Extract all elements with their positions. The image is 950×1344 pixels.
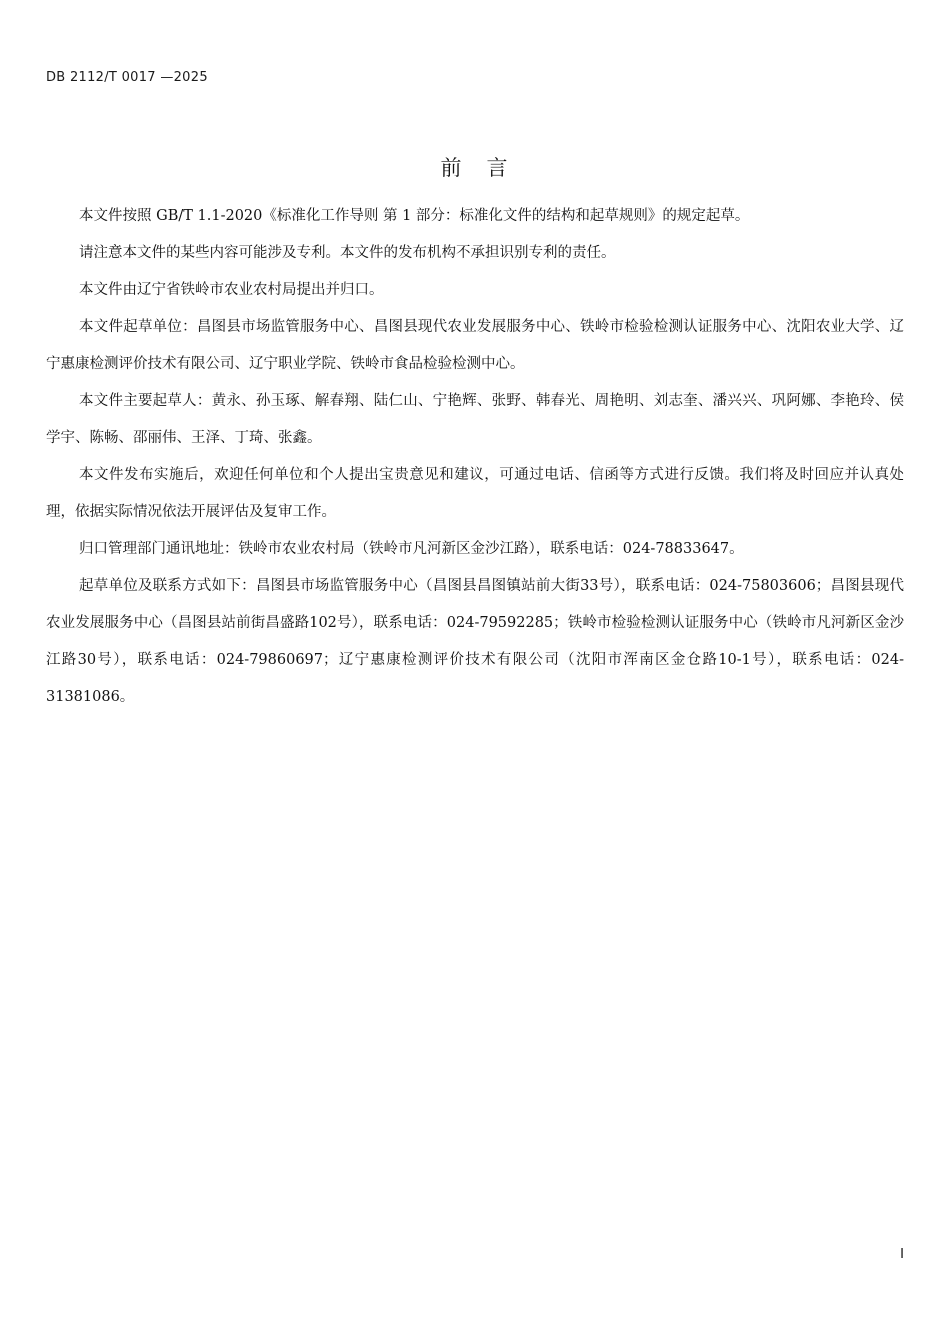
paragraph-patent-notice: 请注意本文件的某些内容可能涉及专利。本文件的发布机构不承担识别专利的责任。 <box>79 245 616 261</box>
paragraph-proposer: 本文件由辽宁省铁岭市农业农村局提出并归口。 <box>79 282 384 298</box>
document-code: DB 2112/T 0017 —2025 <box>46 70 208 85</box>
paragraph-drafting-units: 本文件起草单位：昌图县市场监管服务中心、昌图县现代农业发展服务中心、铁岭市检验检测认证服务中心、沈阳农业大学、辽宁惠康检测评价技术有限公司、辽宁职业学院、铁岭市食品检验检测中心。 <box>46 319 904 372</box>
paragraph-feedback: 本文件发布实施后，欢迎任何单位和个人提出宝贵意见和建议，可通过电话、信函等方式进行反馈。我们将及时回应并认真处理，依据实际情况依法开展评估及复审工作。 <box>46 467 904 520</box>
paragraph-competent-authority: 归口管理部门通讯地址：铁岭市农业农村局（铁岭市凡河新区金沙江路），联系电话：024-78833647。 <box>79 541 744 557</box>
paragraph-drafters: 本文件主要起草人：黄永、孙玉琢、解春翔、陆仁山、宁艳辉、张野、韩春光、周艳明、刘志奎、潘兴兴、巩阿娜、李艳玲、侯学宇、陈畅、邵丽伟、王泽、丁琦、张鑫。 <box>46 393 904 446</box>
section-title: 前 言 <box>440 156 510 180</box>
paragraph-drafting-rules: 本文件按照 GB/T 1.1-2020《标准化工作导则 第 1 部分：标准化文件的结构和起草规则》的规定起草。 <box>79 208 750 224</box>
paragraph-contacts: 起草单位及联系方式如下：昌图县市场监管服务中心（昌图县昌图镇站前大街33号），联系电话：024-75803606；昌图县现代农业发展服务中心（昌图县站前街昌盛路102号），联系电话：024-79592285；铁岭市检验检测认证服务中心（铁岭市凡河新区金沙江路30号），联系电话：024-79860697；辽宁惠康检测评价技术有限公司（沈阳市浑南区金仓路10-1号），联系电话：024-31381086。 <box>46 578 904 705</box>
page-number: I <box>900 1247 904 1262</box>
foreword-body <box>46 198 904 716</box>
